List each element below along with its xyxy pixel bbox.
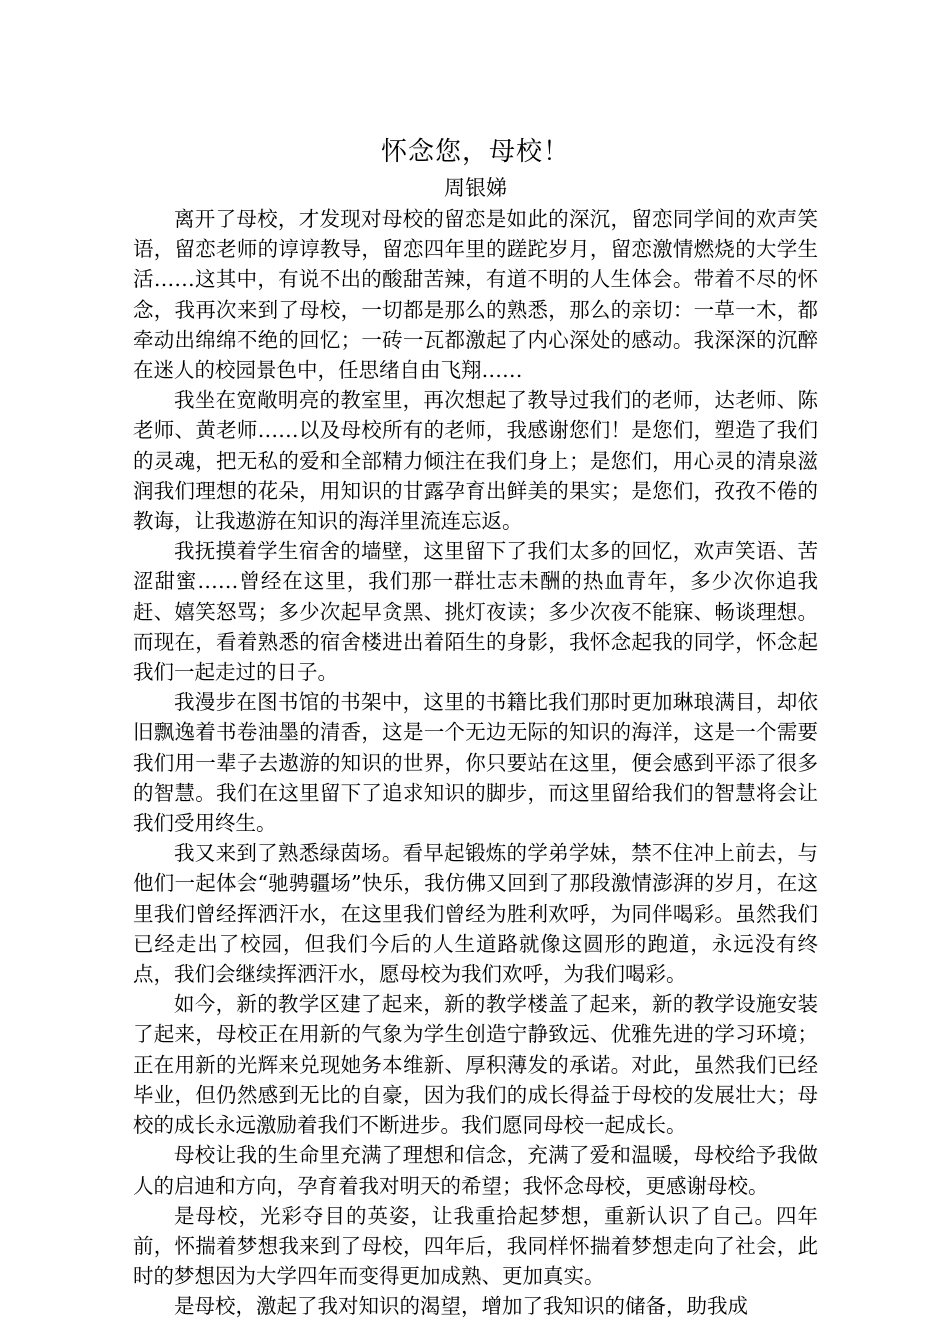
document-page [133,132,818,1322]
paragraph: 母校让我的生命里充满了理想和信念，充满了爱和温暖，母校给予我做人的启迪和方向，孕育着我对明天的希望；我怀念母校，更感谢母校。 [133,1143,818,1198]
author-name: 周银娣 [444,176,507,200]
paragraph: 是母校，激起了我对知识的渴望，增加了我知识的储备，助我成 [174,1294,748,1319]
paragraph: 离开了母校，才发现对母校的留恋是如此的深沉，留恋同学间的欢声笑语，留恋老师的谆谆教导，留恋四年里的蹉跎岁月，留恋激情燃烧的大学生活……这其中，有说不出的酸甜苦辣，有道不明的人生体会。带着不尽的怀念，我再次来到了母校，一切都是那么的熟悉，那么的亲切：一草一木，都牵动出绵绵不绝的回忆；一砖一瓦都激起了内心深处的感动。我深深的沉醉在迷人的校园景色中，任思绪自由飞翔…… [133,207,818,383]
document-title: 怀念您，母校！ [380,137,570,167]
paragraph: 是母校，光彩夺目的英姿，让我重拾起梦想，重新认识了自己。四年前，怀揣着梦想我来到了母校，四年后，我同样怀揣着梦想走向了社会，此时的梦想因为大学四年而变得更加成熟、更加真实。 [133,1203,818,1289]
paragraph: 我漫步在图书馆的书架中，这里的书籍比我们那时更加琳琅满目，却依旧飘逸着书卷油墨的清香，这是一个无边无际的知识的海洋，这是一个需要我们用一辈子去遨游的知识的世界，你只要站在这里，便会感到平添了很多的智慧。我们在这里留下了追求知识的脚步，而这里留给我们的智慧将会让我们受用终生。 [133,690,818,836]
paragraph: 我坐在宽敞明亮的教室里，再次想起了教导过我们的老师，达老师、陈老师、黄老师……以及母校所有的老师，我感谢您们！是您们，塑造了我们的灵魂，把无私的爱和全部精力倾注在我们身上；是您们，用心灵的清泉滋润我们理想的花朵，用知识的甘露孕育出鲜美的果实；是您们，孜孜不倦的教诲，让我遨游在知识的海洋里流连忘返。 [133,388,818,534]
paragraph: 如今，新的教学区建了起来，新的教学楼盖了起来，新的教学设施安装了起来，母校正在用新的气象为学生创造宁静致远、优雅先进的学习环境；正在用新的光辉来兑现她务本维新、厚积薄发的承诺。对此，虽然我们已经毕业，但仍然感到无比的自豪，因为我们的成长得益于母校的发展壮大；母校的成长永远激励着我们不断进步。我们愿同母校一起成长。 [133,992,818,1138]
paragraph: 我抚摸着学生宿舍的墙壁，这里留下了我们太多的回忆，欢声笑语、苦涩甜蜜……曾经在这里，我们那一群壮志未酬的热血青年，多少次你追我赶、嬉笑怒骂；多少次起早贪黑、挑灯夜读；多少次夜不能寐、畅谈理想。而现在，看着熟悉的宿舍楼进出着陌生的身影，我怀念起我的同学，怀念起我们一起走过的日子。 [133,539,818,685]
paragraph: 我又来到了熟悉绿茵场。看早起锻炼的学弟学妹，禁不住冲上前去，与他们一起体会“驰骋疆场”快乐，我仿佛又回到了那段激情澎湃的岁月，在这里我们曾经挥洒汗水，在这里我们曾经为胜利欢呼，为同伴喝彩。虽然我们已经走出了校园，但我们今后的人生道路就像这圆形的跑道，永远没有终点，我们会继续挥洒汗水，愿母校为我们欢呼，为我们喝彩。 [133,841,818,987]
document-body [133,204,818,1322]
